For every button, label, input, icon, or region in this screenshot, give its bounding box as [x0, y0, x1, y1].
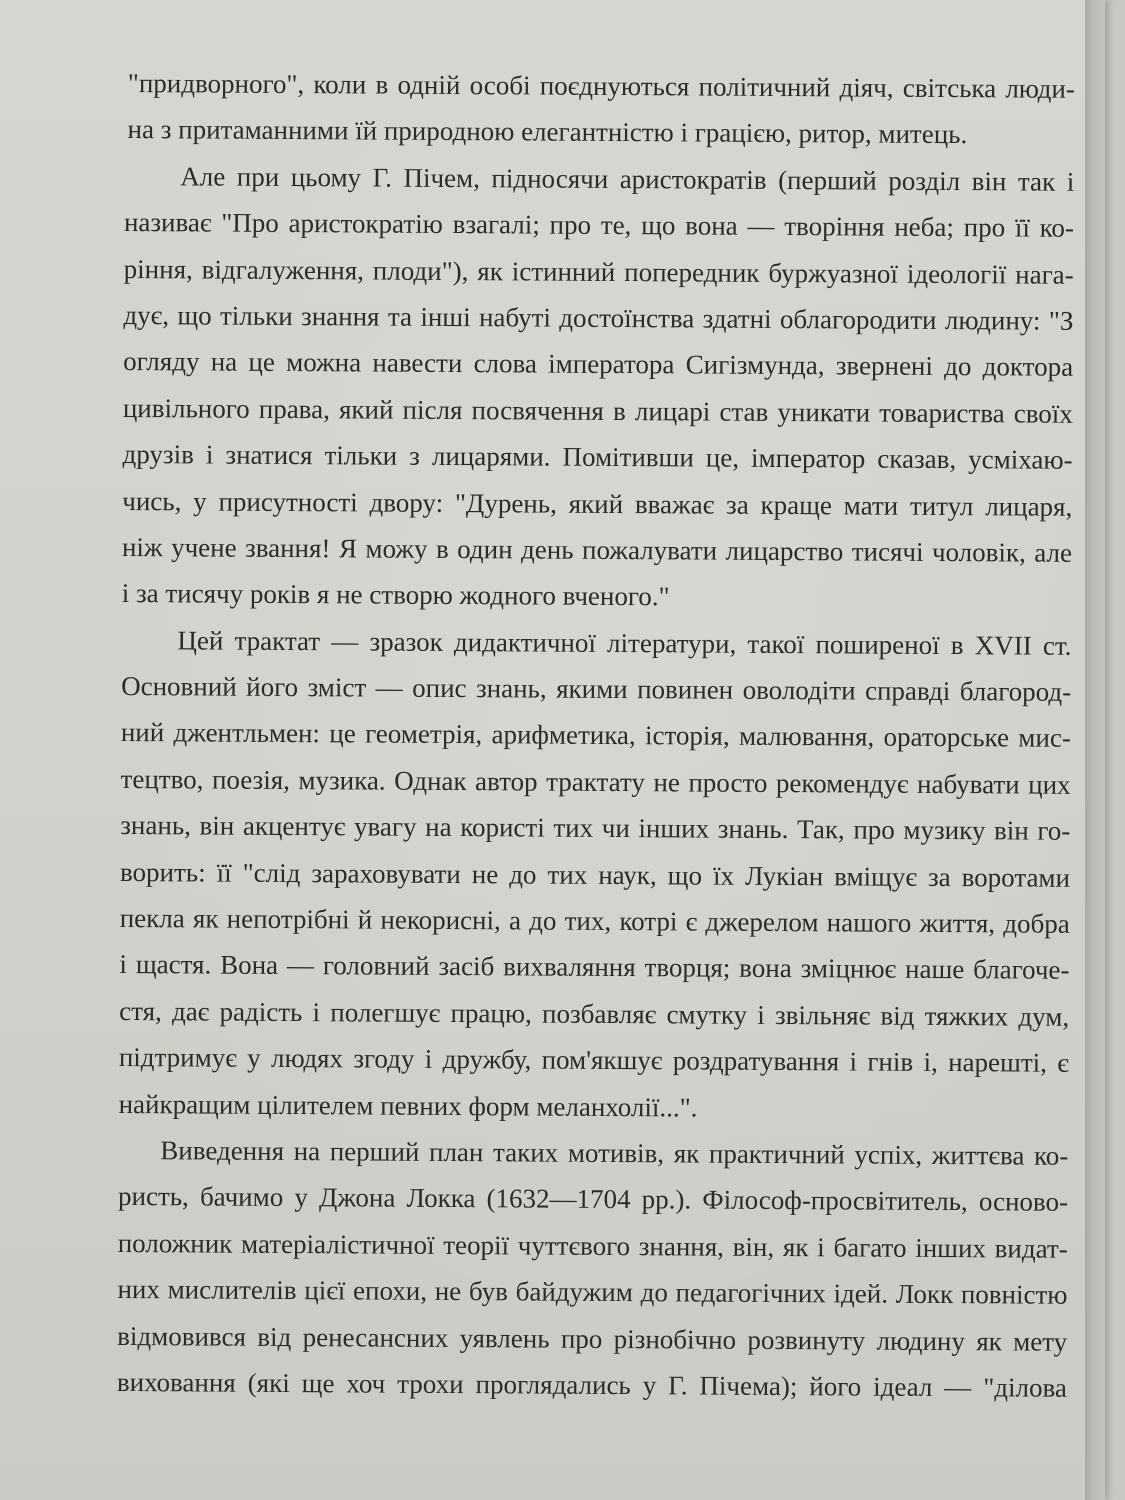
text-line: "придворного", коли в одній особі поєднуються політичний діяч, світська люди- [127, 68, 1075, 104]
text-line: огляду на це можна навести слова імператора Сигізмунда, звернені до доктора [123, 346, 1074, 383]
text-line: ворить: її "слід зараховувати не до тих наук, що їх Лукіан вміщує за воротами [119, 856, 1071, 893]
page-text [117, 60, 1075, 1411]
text-line: ристь, бачимо у Джона Локка (1632—1704 рр.). Філософ-просвітитель, осново- [117, 1181, 1069, 1218]
text-line: Основний його зміст — опис знань, якими повинен оволодіти справді благород- [121, 671, 1072, 707]
text-line: і щастя. Вона — головний засіб вихваляння творця; вона зміцнює наше благоче- [119, 949, 1070, 986]
text-line: Виведення на перший план таких мотивів, як практичний успіх, життєва ко- [160, 1135, 1069, 1171]
text-line: найкращим цілителем певних форм меланхолії...". [118, 1088, 698, 1123]
text-line: положник матеріалістичної теорії чуттєвого знання, він, як і багато інших видат- [117, 1227, 1068, 1264]
text-line: друзів і знатися тільки з лицарями. Помітивши це, імператор сказав, усміхаю- [122, 439, 1073, 475]
text-line: стя, дає радість і полегшує працю, позбавляє смутку і звільняє від тяжких дум, [119, 995, 1070, 1032]
text-line: Але при цьому Г. Пічем, підносячи аристократів (перший розділ він так і [180, 161, 1075, 197]
text-line: підтримує у людях згоду і дружбу, пом'якшує роздратування і гнів і, нарешті, є [118, 1042, 1069, 1078]
text-line: ріння, відгалуження, плоди"), як істинний попередник буржуазної ідеології нага- [123, 253, 1074, 290]
text-line: виховання (які ще хоч трохи проглядались у Г. Пічема); його ідеал — "ділова [116, 1366, 1067, 1403]
text-line: тецтво, поезія, музика. Однак автор трактату не просто рекомендує набувати цих [120, 763, 1071, 800]
page-edge-shadow [1085, 0, 1105, 1500]
text-line: цивільного права, який після посвячення в лицарі став уникати товариства своїх [122, 392, 1073, 429]
text-line: ніж учене звання! Я можу в один день пожалувати лицарство тисячі чоловік, але [121, 531, 1073, 568]
text-line: дує, що тільки знання та інші набуті достоїнства здатні облагородити людину: "З [123, 299, 1074, 336]
text-line: називає "Про аристократію взагалі; про те, що вона — творіння неба; про її ко- [123, 207, 1075, 243]
text-line: пекла як непотрібні й некорисні, а до тих, котрі є джерелом нашого життя, добра [119, 903, 1070, 939]
text-line: них мислителів цієї епохи, не був байдужим до педагогічних ідей. Локк повністю [117, 1274, 1068, 1310]
text-line: і за тисячу років я не створю жодного вченого." [121, 578, 670, 612]
text-line: на з притаманними їй природною елегантністю і грацією, ритор, митець. [127, 114, 968, 150]
text-line: ний джентльмен: це геометрія, арифметика, історія, малювання, ораторське мис- [120, 717, 1071, 754]
text-line: чись, у присутності двору: "Дурень, який вважає за краще мати титул лицаря, [122, 485, 1073, 522]
text-line: знань, він акцентує увагу на користі тих чи інших знань. Так, про музику він го- [120, 810, 1071, 847]
text-line: Цей трактат — зразок дидактичної літератури, такої поширеної в XVII ст. [177, 625, 1072, 661]
text-line: відмовився від ренесансних уявлень про різнобічно розвинуту людину як мету [117, 1320, 1068, 1357]
